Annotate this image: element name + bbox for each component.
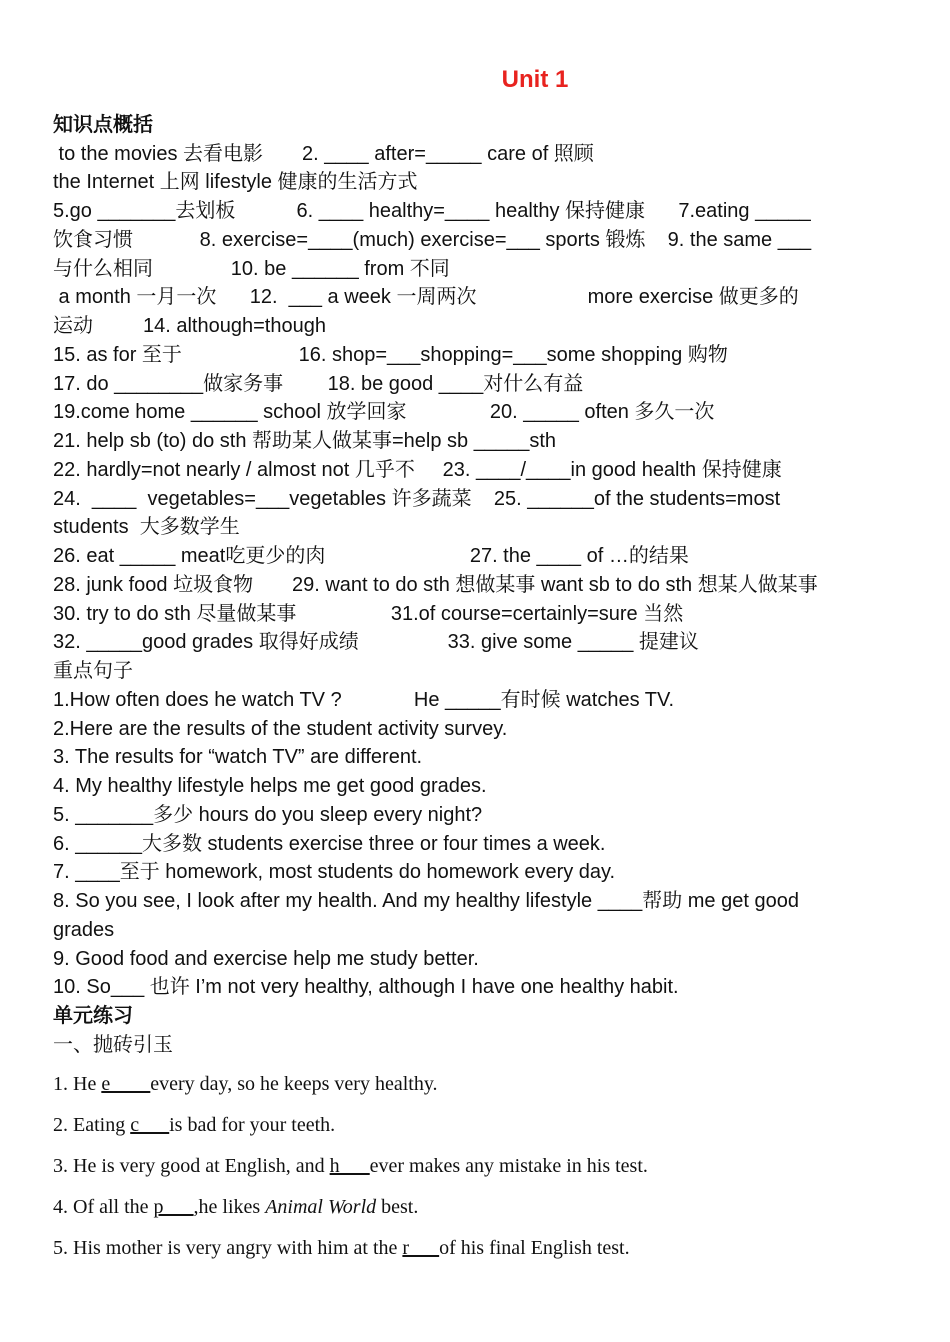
exercise-item: 1. He e____every day, so he keeps very healthy. — [53, 1073, 438, 1095]
knowledge-line: 30. try to do sth 尽量做某事 31.of course=certainly=sure 当然 — [53, 603, 684, 625]
knowledge-line: 26. eat _____ meat吃更少的肉 27. the ____ of …的结果 — [53, 545, 689, 567]
knowledge-line: 饮食习惯 8. exercise=____(much) exercise=___ sports 锻炼 9. the same ___ — [53, 229, 812, 251]
knowledge-line: 15. as for 至于 16. shop=___shopping=___some shopping 购物 — [53, 344, 728, 366]
sentence-line: grades — [53, 919, 115, 941]
knowledge-line: to the movies 去看电影 2. ____ after=_____ care of 照顾 — [53, 143, 594, 165]
sentence-line: 5. _______多少 hours do you sleep every night? — [53, 804, 483, 826]
knowledge-line: the Internet 上网 lifestyle 健康的生活方式 — [53, 171, 418, 193]
exercise-item: 4. Of all the p___,he likes Animal World best. — [53, 1196, 419, 1218]
exercise-subheading: 一、抛砖引玉 — [53, 1034, 173, 1056]
knowledge-line: 28. junk food 垃圾食物 29. want to do sth 想做某事 want sb to do sth 想某人做某事 — [53, 574, 818, 596]
sentence-line: 4. My healthy lifestyle helps me get good grades. — [53, 775, 487, 797]
page-title: Unit 1 — [501, 66, 569, 93]
sentence-line: 3. The results for “watch TV” are different. — [53, 746, 423, 768]
answer-blank[interactable]: h___ — [329, 1155, 370, 1177]
knowledge-line: 32. _____good grades 取得好成绩 33. give some _____ 提建议 — [53, 631, 699, 653]
exercise-item: 5. His mother is very angry with him at the r___of his final English test. — [53, 1237, 630, 1259]
answer-blank[interactable]: r___ — [402, 1237, 440, 1259]
knowledge-line: 17. do ________做家务事 18. be good ____对什么有益 — [53, 373, 584, 395]
sentence-line: 9. Good food and exercise help me study better. — [53, 948, 479, 970]
sentence-line: 1.How often does he watch TV ? He _____有时候 watches TV. — [53, 689, 675, 711]
exercise-item: 2. Eating c___is bad for your teeth. — [53, 1114, 336, 1136]
exercise-item: 3. He is very good at English, and h___ever makes any mistake in his test. — [53, 1155, 648, 1177]
sentence-line: 6. ______大多数 students exercise three or four times a week. — [53, 833, 606, 855]
sentence-line: 10. So___ 也许 I’m not very healthy, although I have one healthy habit. — [53, 976, 679, 998]
knowledge-line: 与什么相同 10. be ______ from 不同 — [53, 258, 450, 280]
answer-blank[interactable]: c___ — [130, 1114, 170, 1136]
knowledge-line: students 大多数学生 — [53, 516, 240, 538]
section-heading-key-sentences: 重点句子 — [53, 660, 133, 682]
knowledge-line: 运动 14. although=though — [53, 315, 326, 337]
knowledge-line: 19.come home ______ school 放学回家 20. _____ often 多久一次 — [53, 401, 715, 423]
answer-blank[interactable]: e____ — [101, 1073, 151, 1095]
knowledge-line: 21. help sb (to) do sth 帮助某人做某事=help sb _____sth — [53, 430, 557, 452]
answer-blank[interactable]: p___ — [153, 1196, 194, 1218]
knowledge-line: 22. hardly=not nearly / almost not 几乎不 23. ____/____in good health 保持健康 — [53, 459, 782, 481]
sentence-line: 7. ____至于 homework, most students do homework every day. — [53, 861, 616, 883]
knowledge-line: 5.go _______去划板 6. ____ healthy=____ healthy 保持健康 7.eating _____ — [53, 200, 811, 222]
sentence-line: 2.Here are the results of the student activity survey. — [53, 718, 508, 740]
knowledge-line: a month 一月一次 12. ___ a week 一周两次 more exercise 做更多的 — [53, 286, 799, 308]
section-heading-exercises: 单元练习 — [53, 1005, 133, 1027]
section-heading-knowledge: 知识点概括 — [53, 114, 153, 136]
sentence-line: 8. So you see, I look after my health. And my healthy lifestyle ____帮助 me get good — [53, 890, 799, 912]
knowledge-line: 24. ____ vegetables=___vegetables 许多蔬菜 25. ______of the students=most — [53, 488, 781, 510]
